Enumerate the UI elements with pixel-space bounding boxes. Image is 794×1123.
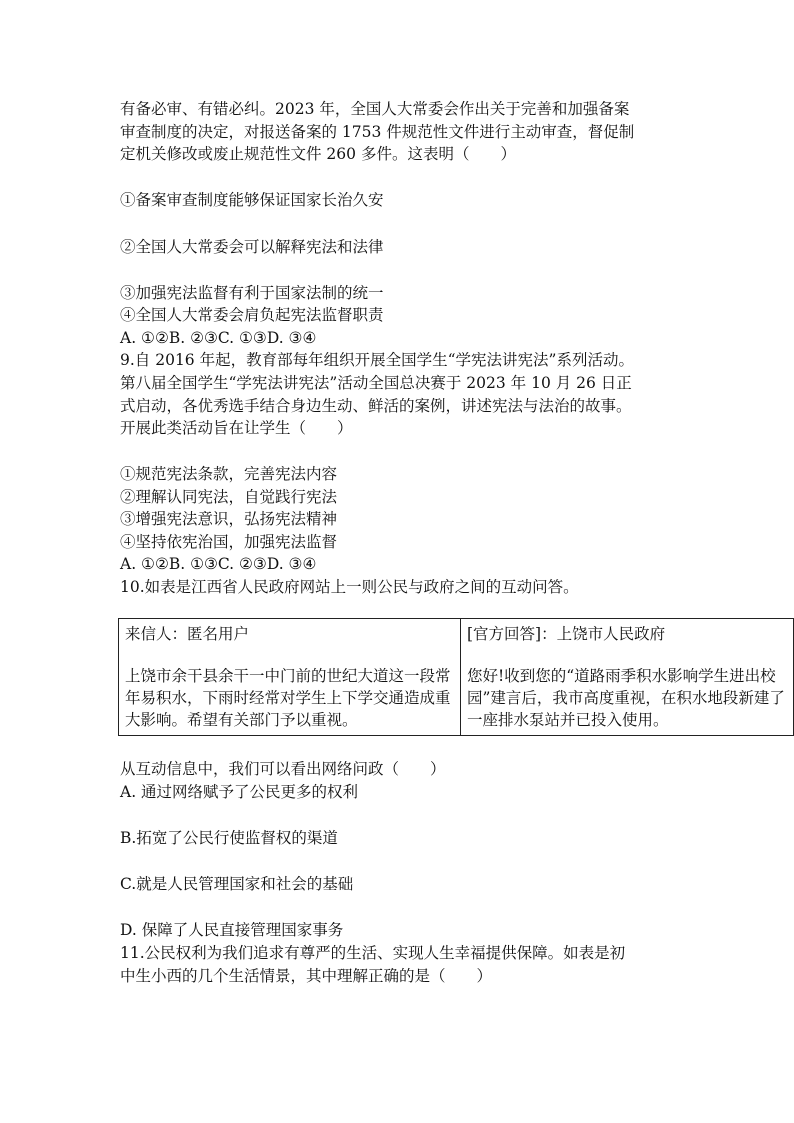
q9-stem-line-4: 开展此类活动旨在让学生（ ） xyxy=(120,419,353,437)
q11-stem-line-1: 11.公民权利为我们追求有尊严的生活、实现人生幸福提供保障。如表是初 xyxy=(120,944,626,962)
q10-option-b: B.拓宽了公民行使监督权的渠道 xyxy=(120,829,338,847)
q8-stem-line-3: 定机关修改或废止规范性文件 260 多件。这表明（ ） xyxy=(120,145,516,163)
q10-option-c: C.就是人民管理国家和社会的基础 xyxy=(120,875,354,893)
q9-stem-line-1: 9.自 2016 年起，教育部每年组织开展全国学生“学宪法讲宪法”系列活动。 xyxy=(120,351,634,369)
q10-option-a: A. 通过网络赋予了公民更多的权利 xyxy=(120,783,359,801)
qa-table-row xyxy=(119,619,794,736)
q8-choices: A. ①②B. ②③C. ①③D. ③④ xyxy=(120,329,317,347)
official-reply-content: 您好!收到您的“道路雨季积水影响学生进出校园”建言后，我市高度重视，在积水地段新建了一座排水泵站并已投入使用。 xyxy=(467,667,785,729)
citizen-letter-sender: 来信人：匿名用户 xyxy=(125,625,250,643)
q8-option-1: ①备案审查制度能够保证国家长治久安 xyxy=(120,191,384,209)
q10-after-table: 从互动信息中，我们可以看出网络问政（ ） xyxy=(120,760,446,778)
q9-option-4: ④坚持依宪治国，加强宪法监督 xyxy=(120,533,338,551)
official-reply-cell xyxy=(461,619,794,736)
q10-stem: 10.如表是江西省人民政府网站上一则公民与政府之间的互动问答。 xyxy=(120,578,579,596)
q9-option-2: ②理解认同宪法，自觉践行宪法 xyxy=(120,488,338,506)
q9-option-3: ③增强宪法意识，弘扬宪法精神 xyxy=(120,510,338,528)
q8-option-4: ④全国人大常委会肩负起宪法监督职责 xyxy=(120,306,384,324)
qa-table xyxy=(118,618,794,736)
citizen-letter-cell xyxy=(119,619,461,736)
q10-option-d: D. 保障了人民直接管理国家事务 xyxy=(120,921,344,939)
q8-option-2: ②全国人大常委会可以解释宪法和法律 xyxy=(120,238,384,256)
q8-option-3: ③加强宪法监督有利于国家法制的统一 xyxy=(120,284,384,302)
q9-stem-line-2: 第八届全国学生“学宪法讲宪法”活动全国总决赛于 2023 年 10 月 26 日正 xyxy=(120,374,632,392)
q9-option-1: ①规范宪法条款，完善宪法内容 xyxy=(120,465,338,483)
q9-choices: A. ①②B. ①③C. ②③D. ③④ xyxy=(120,555,317,573)
q8-stem-line-1: 有备必审、有错必纠。2023 年，全国人大常委会作出关于完善和加强备案 xyxy=(120,100,630,118)
official-reply-sender: [官方回答]：上饶市人民政府 xyxy=(467,625,666,643)
citizen-letter-content: 上饶市余干县余干一中门前的世纪大道这一段常年易积水，下雨时经常对学生上下学交通造成重大影响。希望有关部门予以重视。 xyxy=(125,667,451,729)
q11-stem-line-2: 中生小西的几个生活情景，其中理解正确的是（ ） xyxy=(120,967,493,985)
q8-stem-line-2: 审查制度的决定，对报送备案的 1753 件规范性文件进行主动审查，督促制 xyxy=(120,123,635,141)
q9-stem-line-3: 式启动，各优秀选手结合身边生动、鲜活的案例，讲述宪法与法治的故事。 xyxy=(120,397,632,415)
